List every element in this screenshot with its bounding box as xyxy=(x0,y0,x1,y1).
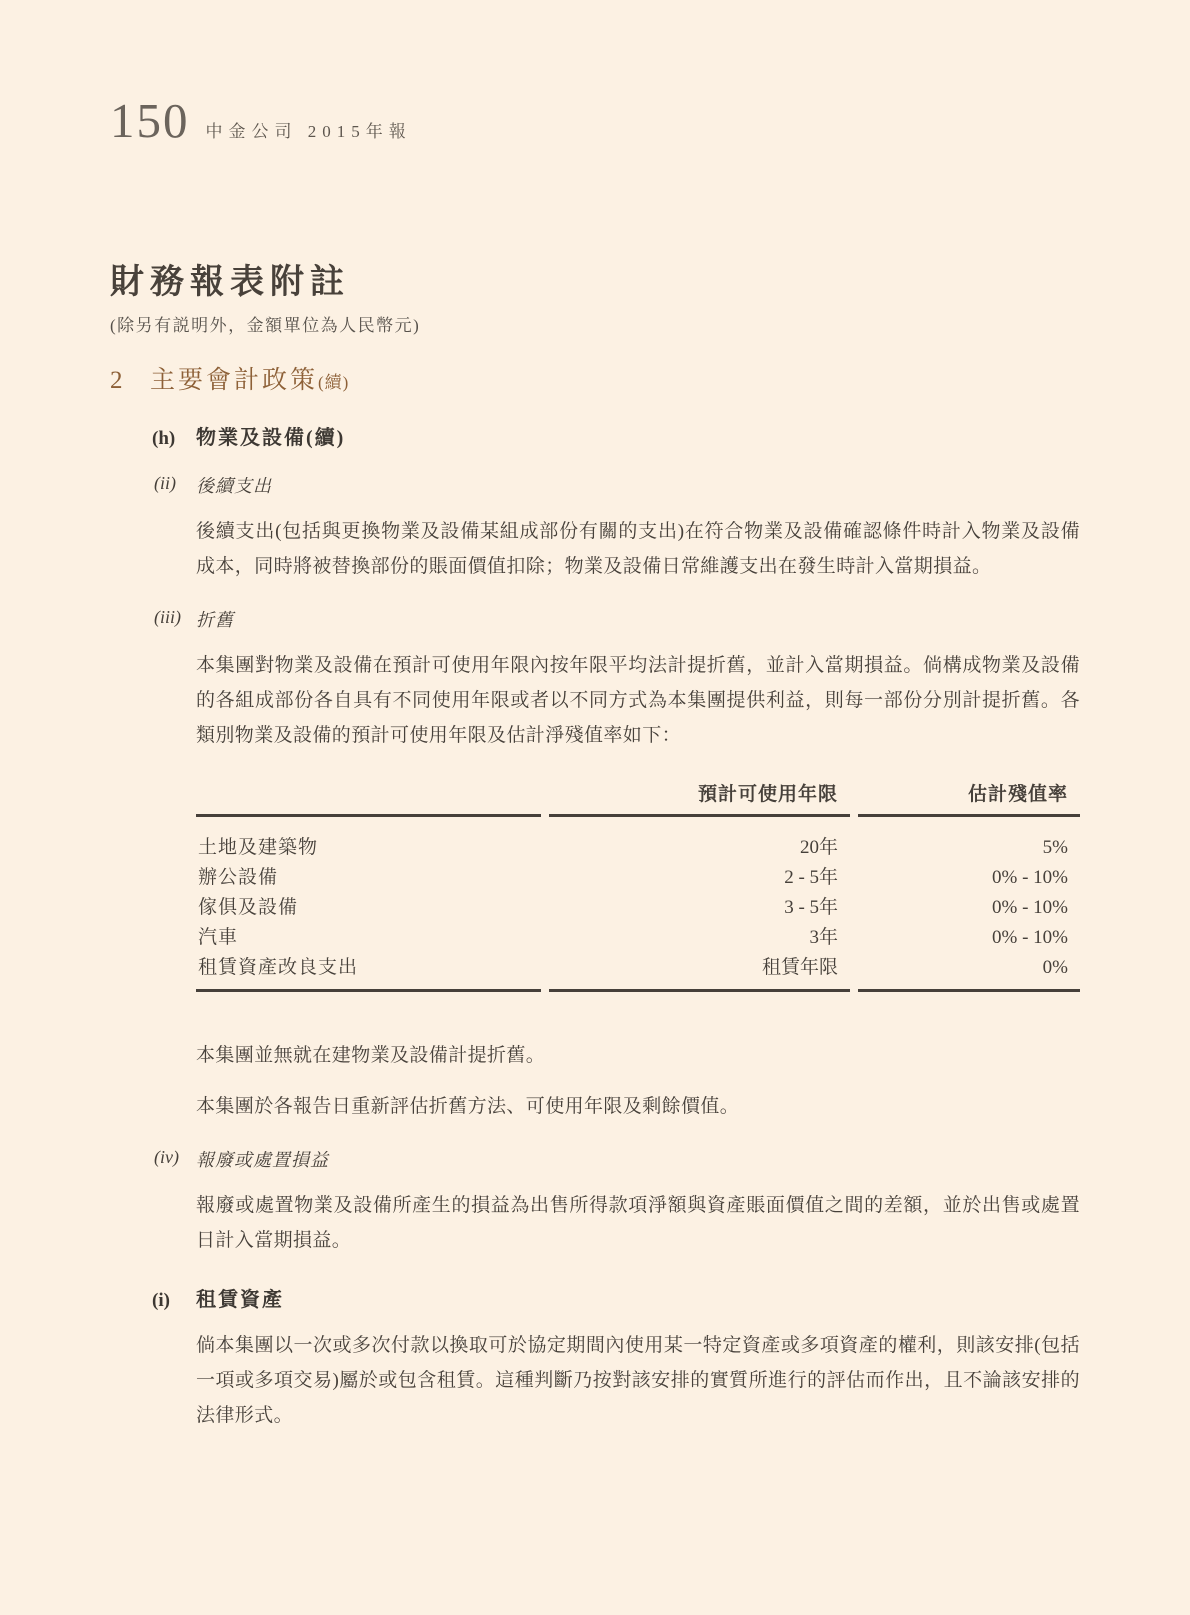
section-number: 2 xyxy=(110,366,123,394)
col-header-residual-rate: 估計殘值率 xyxy=(858,779,1080,817)
item-iv-label: (iv) xyxy=(154,1146,179,1167)
col-header-category xyxy=(196,779,541,817)
page-number: 150 xyxy=(110,93,190,148)
table-row xyxy=(196,953,1080,992)
running-head xyxy=(110,93,1080,148)
row-residual-rate: 0% - 10% xyxy=(992,866,1068,888)
depreciation-table-header xyxy=(196,779,1080,817)
subsection-h-items xyxy=(154,472,1080,1258)
table-row xyxy=(196,863,1080,893)
section-title-text: 主要會計政策 xyxy=(150,366,319,394)
item-iii-title: 折舊 xyxy=(196,609,234,630)
depreciation-table-wrap xyxy=(188,779,1088,992)
item-ii-body xyxy=(196,472,1080,584)
item-ii-label: (ii) xyxy=(154,472,176,493)
row-category: 土地及建築物 xyxy=(198,836,319,858)
item-ii-paragraph: 後續支出(包括與更換物業及設備某組成部份有關的支出)在符合物業及設備確認條件時計入物業及設備成本，同時將被替換部份的賬面價值扣除；物業及設備日常維護支出在發生時計入當期損益。 xyxy=(196,520,1080,577)
section-title xyxy=(150,360,349,396)
subsection-h xyxy=(152,421,1080,1258)
table-row xyxy=(196,893,1080,923)
row-useful-life: 2 - 5年 xyxy=(784,866,839,888)
subsection-h-heading xyxy=(152,421,1080,450)
subsection-i-label: (i) xyxy=(152,1289,170,1311)
subsection-i-paragraph: 倘本集團以一次或多次付款以換取可於協定期間內使用某一特定資產或多項資產的權利，則該安排(包括一項或多項交易)屬於或包含租賃。這種判斷乃按對該安排的實質所進行的評估而作出，且不論該安排的法律形式。 xyxy=(196,1334,1080,1426)
item-iii xyxy=(154,606,1080,1124)
subsection-h-title: 物業及設備(續) xyxy=(196,426,346,449)
row-useful-life: 20年 xyxy=(800,836,839,858)
item-iii-label: (iii) xyxy=(154,606,181,627)
item-iv-body xyxy=(196,1146,1080,1258)
document-title: 財務報表附註 xyxy=(110,264,350,301)
item-iii-paragraph: 本集團對物業及設備在預計可使用年限內按年限平均法計提折舊，並計入當期損益。倘構成物業及設備的各組成部份各自具有不同使用年限或者以不同方式為本集團提供利益，則每一部份分別計提折舊。各類別物業及設備的預計可使用年限及估計淨殘值率如下： xyxy=(196,654,1080,746)
item-iii-body xyxy=(196,606,1080,1124)
row-category: 租賃資產改良支出 xyxy=(196,953,541,992)
item-iv-title: 報廢或處置損益 xyxy=(196,1149,329,1170)
subsection-i-body xyxy=(196,1328,1080,1433)
section-continued-label: (續) xyxy=(318,372,350,392)
row-residual-rate: 5% xyxy=(1042,836,1068,858)
row-category: 傢俱及設備 xyxy=(198,896,299,918)
table-row xyxy=(196,817,1080,863)
item-ii xyxy=(154,472,1080,584)
row-residual-rate: 0% xyxy=(858,953,1080,992)
item-ii-title: 後續支出 xyxy=(196,475,272,496)
report-brand: 中金公司 2015年報 xyxy=(205,122,412,141)
section-heading xyxy=(110,360,1080,396)
subsection-i-heading xyxy=(152,1283,1080,1312)
subsection-i-title: 租賃資產 xyxy=(196,1288,284,1311)
row-useful-life: 租賃年限 xyxy=(549,953,850,992)
table-note-2: 本集團於各報告日重新評估折舊方法、可使用年限及剩餘價值。 xyxy=(196,1095,740,1117)
row-category: 汽車 xyxy=(198,926,239,948)
document-subtitle: (除另有説明外，金額單位為人民幣元) xyxy=(110,315,421,335)
row-residual-rate: 0% - 10% xyxy=(992,896,1068,918)
row-residual-rate: 0% - 10% xyxy=(992,926,1068,948)
subsection-i xyxy=(152,1283,1080,1433)
col-header-useful-life: 預計可使用年限 xyxy=(549,779,850,817)
subsection-h-label: (h) xyxy=(152,427,176,449)
table-row xyxy=(196,923,1080,953)
item-iv xyxy=(154,1146,1080,1258)
row-useful-life: 3年 xyxy=(809,926,839,948)
table-note-1: 本集團並無就在建物業及設備計提折舊。 xyxy=(196,1044,546,1066)
item-iv-paragraph: 報廢或處置物業及設備所產生的損益為出售所得款項淨額與資產賬面價值之間的差額，並於出售或處置日計入當期損益。 xyxy=(196,1194,1080,1251)
depreciation-table xyxy=(188,779,1088,992)
row-category: 辦公設備 xyxy=(198,866,279,888)
row-useful-life: 3 - 5年 xyxy=(784,896,839,918)
